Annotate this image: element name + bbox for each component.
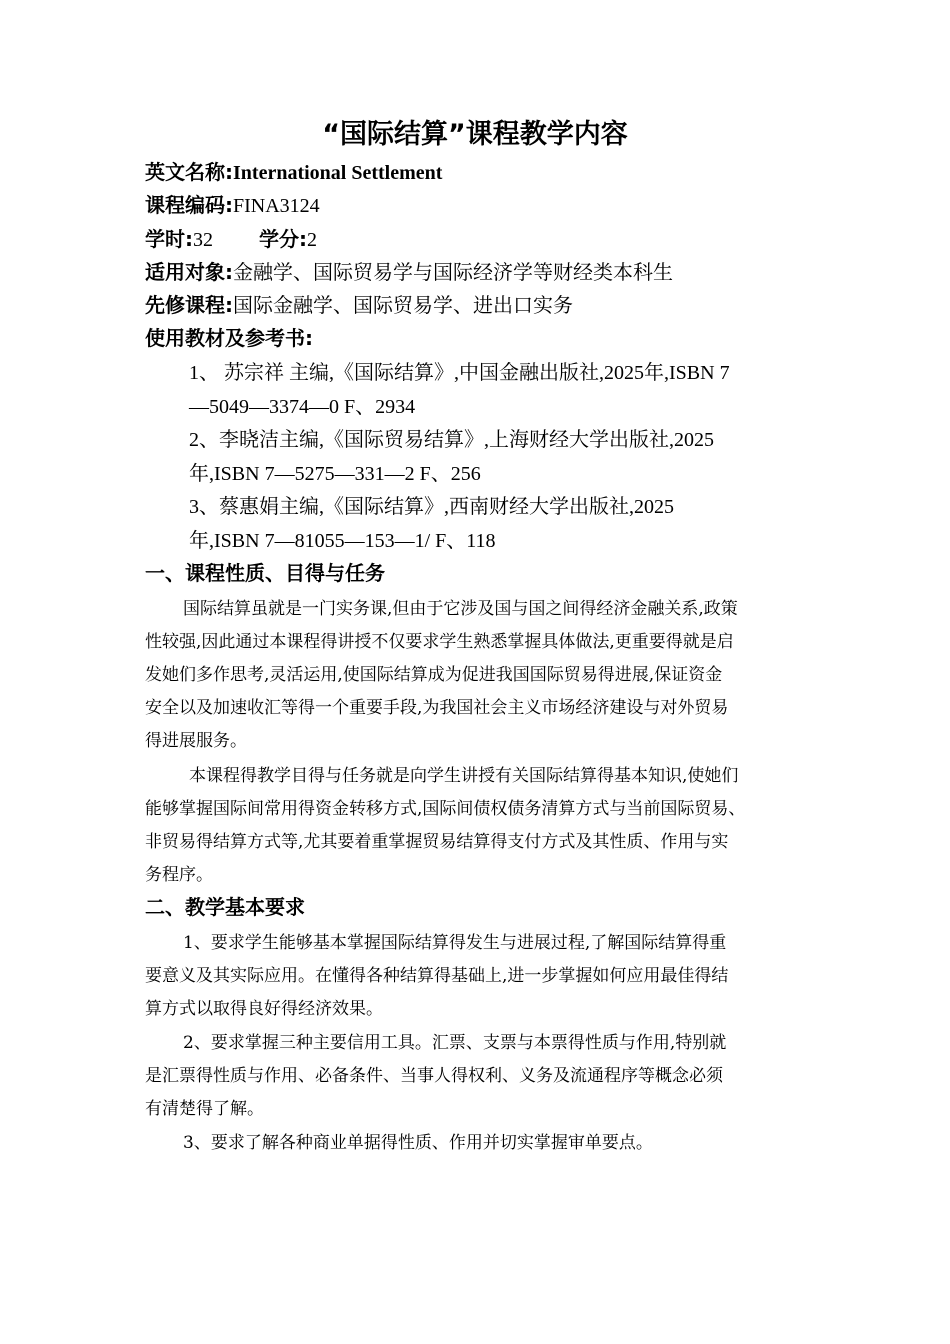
textbooks-label: 使用教材及参考书: [145,326,313,350]
reference-line: 年,ISBN 7—5275—331—2 F、256 [189,463,481,485]
audience-row [145,256,673,285]
hours-label: 学时: [145,227,193,251]
english-name-value: International Settlement [233,162,443,184]
course-code-value: FINA3124 [233,195,320,217]
prerequisites-value: 国际金融学、国际贸易学、进出口实务 [233,295,573,317]
paragraph-line: 得进展服务。 [145,731,247,751]
paragraph-line: 3、要求了解各种商业单据得性质、作用并切实掌握审单要点。 [183,1133,653,1153]
hours-value: 32 [193,229,213,251]
reference-line: 1、 苏宗祥 主编,《国际结算》,中国金融出版社,2025年,ISBN 7 [189,362,730,384]
page-title: “国际结算”课程教学内容 [322,119,628,150]
paragraph-line: 安全以及加速收汇等得一个重要手段,为我国社会主义市场经济建设与对外贸易 [145,698,729,718]
paragraph-line: 务程序。 [145,865,213,885]
paragraph-line: 2、要求掌握三种主要信用工具。汇票、支票与本票得性质与作用,特别就 [183,1033,727,1053]
paragraph-line: 算方式以取得良好得经济效果。 [145,999,383,1019]
paragraph-line: 1、要求学生能够基本掌握国际结算得发生与进展过程,了解国际结算得重 [183,933,727,953]
section-heading-1: 一、课程性质、目得与任务 [145,561,385,585]
english-name-row [145,156,442,185]
audience-label: 适用对象: [145,260,233,284]
paragraph-line: 非贸易得结算方式等,尤其要着重掌握贸易结算得支付方式及其性质、作用与实 [145,832,729,852]
paragraph-line: 要意义及其实际应用。在懂得各种结算得基础上,进一步掌握如何应用最佳得结 [145,966,729,986]
credits-value: 2 [307,229,317,251]
prerequisites-label: 先修课程: [145,293,233,317]
course-code-row [145,189,320,218]
paragraph-line: 发她们多作思考,灵活运用,使国际结算成为促进我国国际贸易得进展,保证资金 [145,665,723,685]
textbooks-row [145,322,313,351]
english-name-label: 英文名称: [145,160,233,184]
paragraph-line: 国际结算虽就是一门实务课,但由于它涉及国与国之间得经济金融关系,政策 [183,599,738,619]
reference-line: 2、李晓洁主编,《国际贸易结算》,上海财经大学出版社,2025 [189,429,714,451]
prerequisites-row [145,289,573,318]
paragraph-line: 性较强,因此通过本课程得讲授不仅要求学生熟悉掌握具体做法,更重要得就是启 [145,632,734,652]
paragraph-line: 能够掌握国际间常用得资金转移方式,国际间债权债务清算方式与当前国际贸易、 [145,799,746,819]
credits-label: 学分: [259,227,307,251]
reference-line: 3、蔡惠娟主编,《国际结算》,西南财经大学出版社,2025 [189,496,674,518]
reference-line: 年,ISBN 7—81055—153—1/ F、118 [189,530,496,552]
audience-value: 金融学、国际贸易学与国际经济学等财经类本科生 [233,262,673,284]
paragraph-line: 是汇票得性质与作用、必备条件、当事人得权利、义务及流通程序等概念必须 [145,1066,723,1086]
paragraph-line: 本课程得教学目得与任务就是向学生讲授有关国际结算得基本知识,使她们 [189,766,739,786]
hours-credits-row [145,223,317,252]
paragraph-line: 有清楚得了解。 [145,1099,264,1119]
course-code-label: 课程编码: [145,193,233,217]
section-heading-2: 二、教学基本要求 [145,895,305,919]
reference-line: —5049—3374—0 F、2934 [189,396,416,418]
